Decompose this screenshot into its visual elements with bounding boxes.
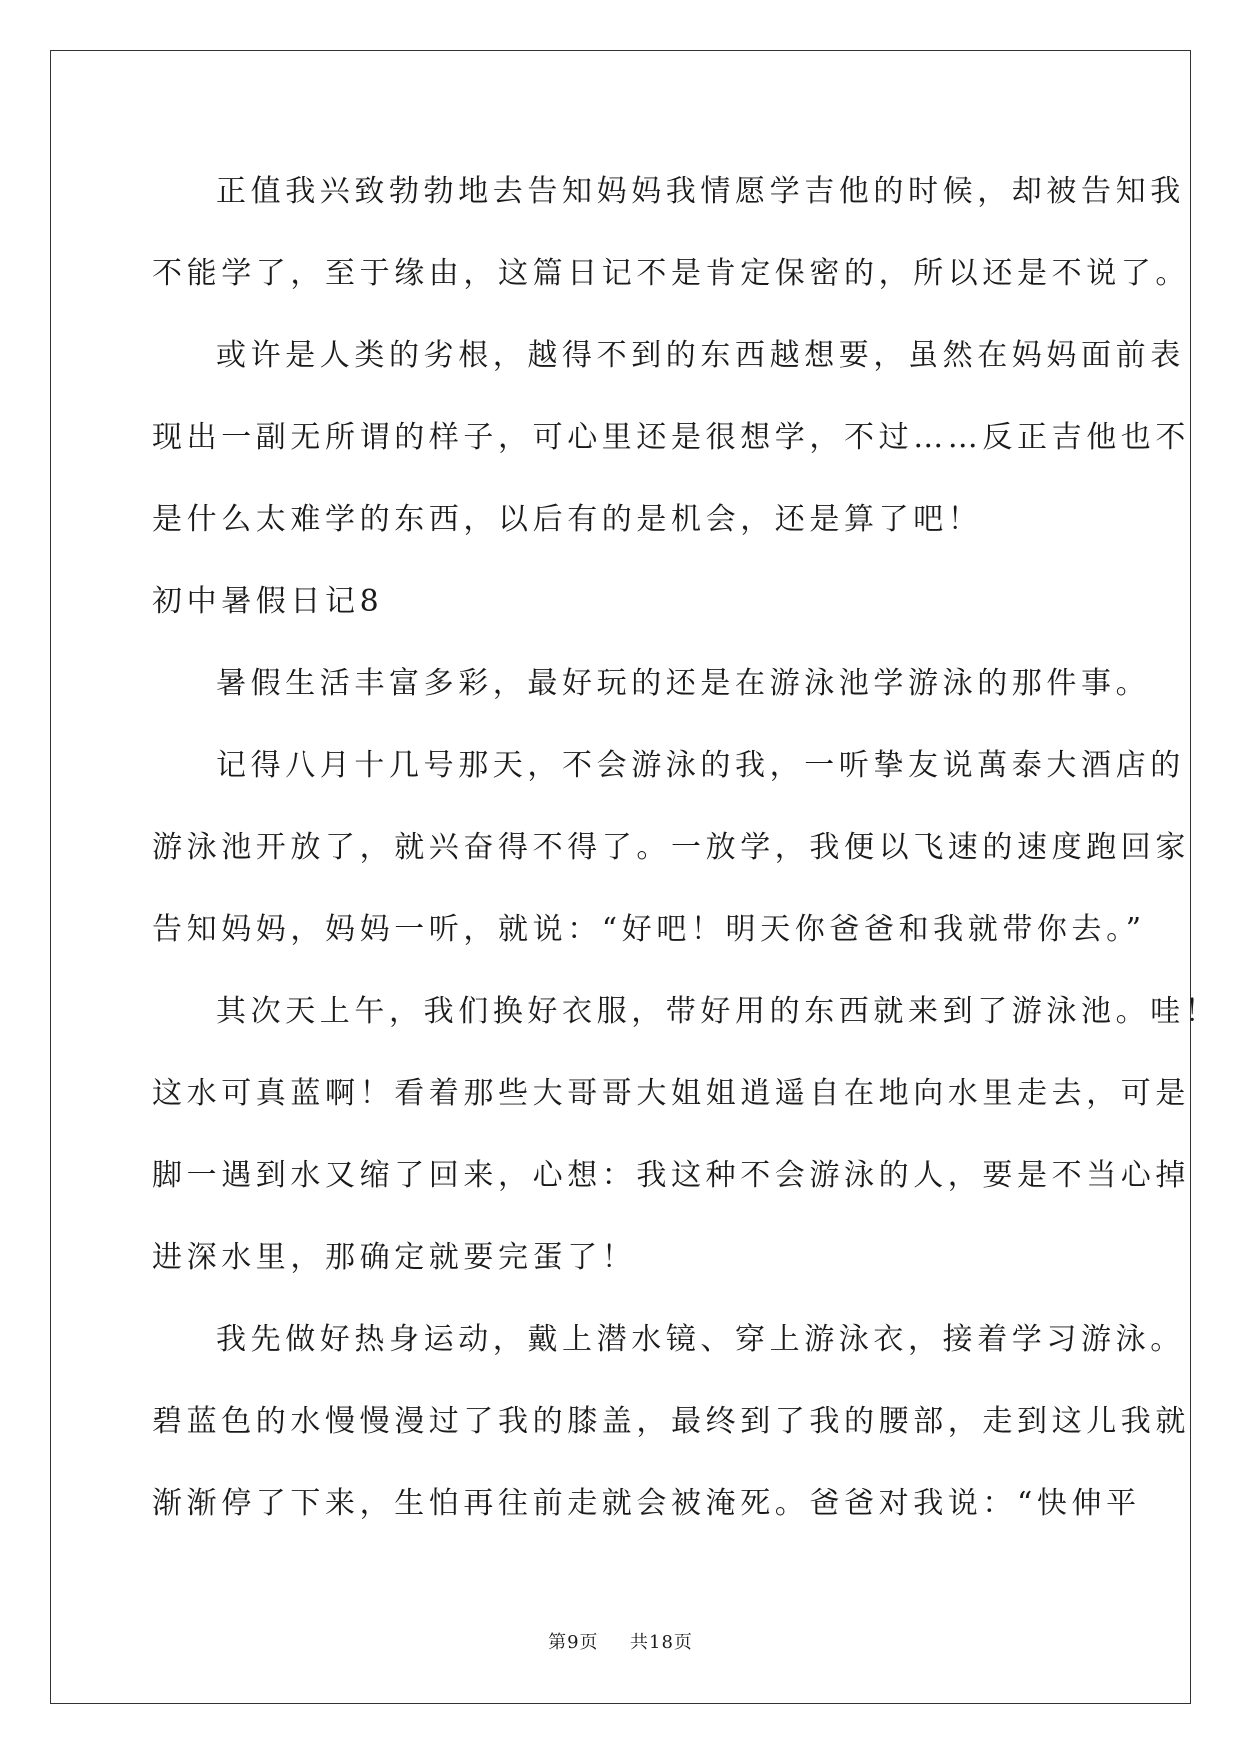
document-body <box>152 160 1220 1554</box>
text-line: 是什么太难学的东西，以后有的是机会，还是算了吧！ <box>152 502 983 537</box>
text-line: 碧蓝色的水慢慢漫过了我的膝盖，最终到了我的腰部，走到这儿我就 <box>152 1404 1190 1439</box>
text-line: 正值我兴致勃勃地去告知妈妈我情愿学吉他的时候，却被告知我 <box>216 174 1185 209</box>
total-pages: 共18页 <box>630 1632 693 1653</box>
text-line: 或许是人类的劣根，越得不到的东西越想要，虽然在妈妈面前表 <box>216 338 1185 373</box>
text-line: 我先做好热身运动，戴上潜水镜、穿上游泳衣，接着学习游泳。 <box>216 1322 1185 1357</box>
section-heading: 初中暑假日记8 <box>152 584 384 619</box>
text-line: 记得八月十几号那天，不会游泳的我，一听挚友说萬泰大酒店的 <box>216 748 1185 783</box>
text-line: 告知妈妈，妈妈一听，就说：“好吧！明天你爸爸和我就带你去。” <box>152 912 1146 947</box>
page-number: 第9页 <box>548 1632 599 1653</box>
text-line: 进深水里，那确定就要完蛋了！ <box>152 1240 637 1275</box>
text-line: 现出一副无所谓的样子，可心里还是很想学，不过……反正吉他也不 <box>152 420 1190 455</box>
text-line: 游泳池开放了，就兴奋得不得了。一放学，我便以飞速的速度跑回家 <box>152 830 1190 865</box>
text-line: 不能学了，至于缘由，这篇日记不是肯定保密的，所以还是不说了。 <box>152 256 1190 291</box>
text-line: 脚一遇到水又缩了回来，心想：我这种不会游泳的人，要是不当心掉 <box>152 1158 1190 1193</box>
page-footer <box>0 1628 1241 1654</box>
text-line: 暑假生活丰富多彩，最好玩的还是在游泳池学游泳的那件事。 <box>216 666 1151 701</box>
text-line: 这水可真蓝啊！看着那些大哥哥大姐姐逍遥自在地向水里走去，可是 <box>152 1076 1190 1111</box>
text-line: 其次天上午，我们换好衣服，带好用的东西就来到了游泳池。哇！ <box>216 994 1220 1029</box>
text-line: 渐渐停了下来，生怕再往前走就会被淹死。爸爸对我说：“快伸平 <box>152 1486 1141 1521</box>
